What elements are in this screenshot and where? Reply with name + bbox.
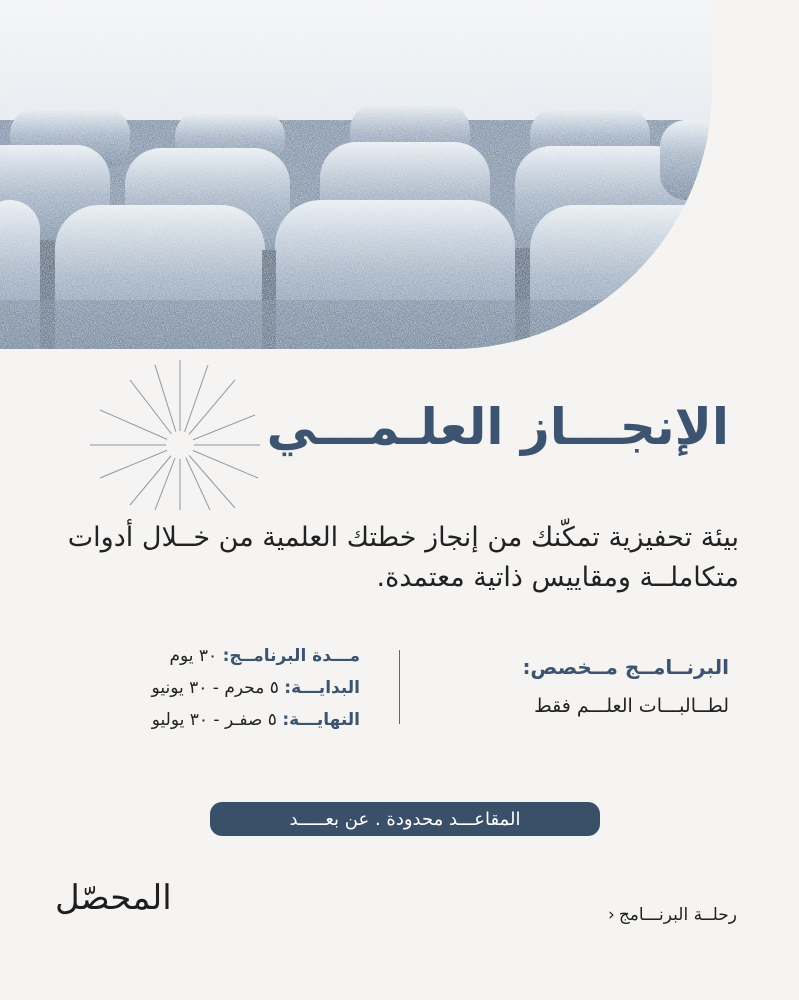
- start-row: [60, 672, 360, 704]
- journey-label: رحلــة البرنـــامج: [618, 905, 737, 925]
- seats-notice-badge: المقاعـــد محدودة . عن بعـــــد: [210, 802, 600, 836]
- hero-image: [0, 0, 712, 349]
- end-value: ٥ صفـر - ٣٠ يوليو: [151, 710, 277, 730]
- target-value: لطــالبـــات العلـــم فقط: [534, 695, 729, 717]
- end-label: النهايـــة:: [282, 710, 360, 730]
- target-audience: [429, 653, 729, 717]
- start-value: ٥ محرم - ٣٠ يونيو: [151, 678, 279, 698]
- program-details: [60, 640, 360, 736]
- duration-row: [60, 640, 360, 672]
- target-label: البرنــامــج مــخصص:: [522, 655, 729, 679]
- vertical-divider: [399, 650, 400, 724]
- program-journey-link[interactable]: [608, 905, 737, 925]
- start-label: البدايـــة:: [284, 678, 360, 698]
- chevron-left-icon: ‹: [608, 905, 615, 925]
- duration-label: مـــدة البرنامــج:: [222, 646, 360, 666]
- duration-value: ٣٠ يوم: [169, 646, 218, 666]
- program-description: بيئة تحفيزية تمكّنك من إنجاز خطتك العلمية من خــلال أدوات متكاملــة ومقاييس ذاتية معتمدة.: [67, 522, 739, 593]
- end-row: [60, 704, 360, 736]
- starburst-decoration: [60, 360, 260, 510]
- brand-logo: المحصّل: [55, 878, 172, 918]
- auditorium-seats-illustration: [0, 0, 712, 349]
- page-title: الإنجـــاز العلـمـــي: [266, 398, 729, 456]
